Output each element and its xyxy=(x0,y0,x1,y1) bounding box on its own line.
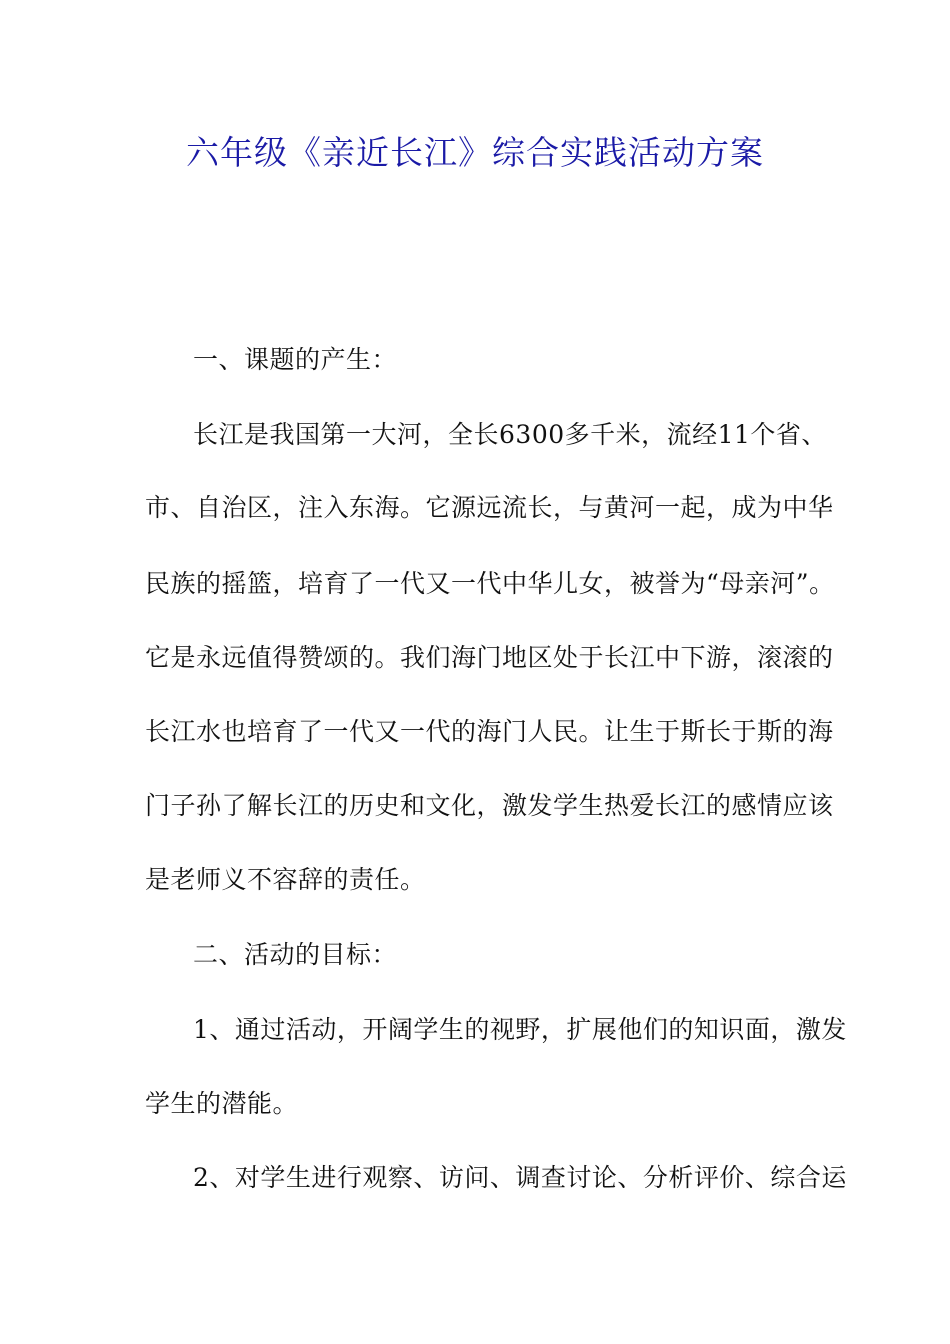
list-item-line: 2、对学生进行观察、访问、调查讨论、分析评价、综合运 xyxy=(193,1163,847,1192)
paragraph-line: 市、自治区，注入东海。它源远流长，与黄河一起，成为中华 xyxy=(145,493,834,522)
list-item-line: 学生的潜能。 xyxy=(145,1089,299,1118)
paragraph-line: 它是永远值得赞颂的。我们海门地区处于长江中下游，滚滚的 xyxy=(145,643,834,672)
section-heading-1: 一、课题的产生： xyxy=(193,345,398,374)
document-title: 六年级《亲近长江》综合实践活动方案 xyxy=(186,133,764,172)
section-heading-2: 二、活动的目标： xyxy=(193,940,398,969)
paragraph-line: 是老师义不容辞的责任。 xyxy=(145,865,426,894)
list-item-line: 1、通过活动，开阔学生的视野，扩展他们的知识面，激发 xyxy=(193,1015,847,1044)
paragraph-line: 长江是我国第一大河，全长6300多千米，流经11个省、 xyxy=(193,420,827,449)
paragraph-line: 门子孙了解长江的历史和文化，激发学生热爱长江的感情应该 xyxy=(145,791,834,820)
paragraph-line: 民族的摇篮，培育了一代又一代中华儿女，被誉为“母亲河”。 xyxy=(145,569,835,598)
paragraph-line: 长江水也培育了一代又一代的海门人民。让生于斯长于斯的海 xyxy=(145,717,834,746)
